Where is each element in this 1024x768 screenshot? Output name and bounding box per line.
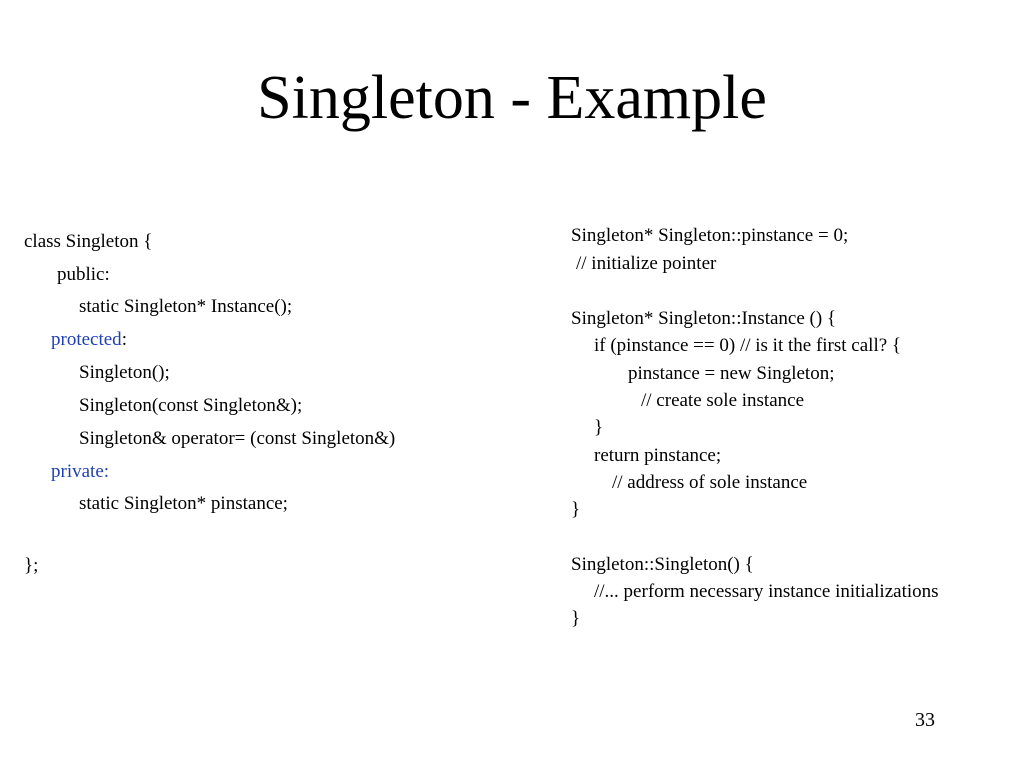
ctor-decl-line: Singleton(); [79, 362, 170, 383]
create-comment-line: // create sole instance [641, 390, 805, 411]
instance-def-line: Singleton* Singleton::Instance () { [571, 308, 837, 329]
protected-keyword: protected [51, 329, 122, 350]
instance-decl-line: static Singleton* Instance(); [79, 296, 293, 317]
slide-title: Singleton - Example [257, 64, 767, 132]
ctor-close-line: } [571, 608, 581, 629]
instance-close-line: } [571, 499, 581, 520]
public-label: public: [57, 264, 110, 285]
pinstance-decl-line: static Singleton* pinstance; [79, 493, 288, 514]
protected-colon: : [121, 329, 127, 350]
address-comment-line: // address of sole instance [612, 472, 808, 493]
return-line: return pinstance; [594, 445, 722, 466]
class-close-line: }; [24, 555, 39, 576]
copy-ctor-decl-line: Singleton(const Singleton&); [79, 395, 303, 416]
page-number: 33 [915, 709, 935, 731]
if-close-line: } [594, 417, 604, 438]
pinstance-init-line: Singleton* Singleton::pinstance = 0; [571, 225, 849, 246]
private-label: private: [51, 461, 110, 482]
assign-operator-decl-line: Singleton& operator= (const Singleton&) [79, 428, 396, 449]
new-singleton-line: pinstance = new Singleton; [628, 363, 835, 384]
ctor-comment-line: //... perform necessary instance initializations [594, 581, 939, 602]
if-line: if (pinstance == 0) // is it the first call? { [594, 335, 902, 356]
ctor-def-line: Singleton::Singleton() { [571, 554, 754, 575]
class-decl-line: class Singleton { [24, 231, 153, 252]
init-comment-line: // initialize pointer [576, 253, 717, 274]
